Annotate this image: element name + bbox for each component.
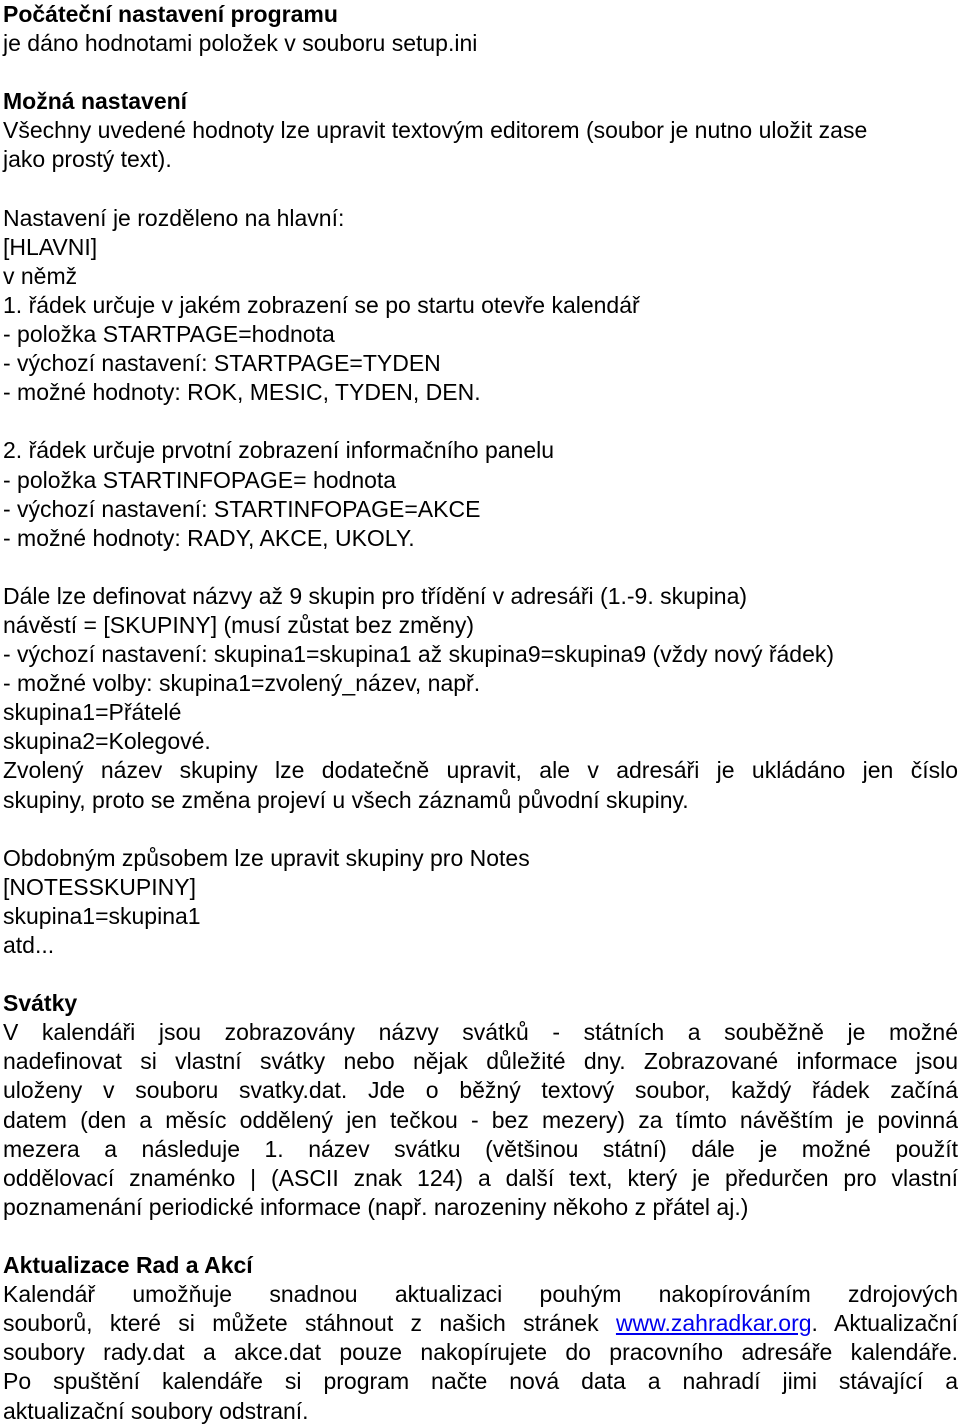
update-line: Po spuštění kalendáře si program načte nová data a nahradí jimi stávající a [3, 1368, 958, 1395]
spacer [3, 960, 958, 989]
update-line-text: . Aktualizační [811, 1310, 958, 1337]
notes-line: skupina1=skupina1 [3, 902, 201, 929]
update-heading: Aktualizace Rad a Akcí [3, 1252, 253, 1279]
holidays-line: mezera a následuje 1. název svátku (většinou státní) dále je možné použít [3, 1135, 958, 1162]
groups-line: - možné volby: skupina1=zvolený_název, např. [3, 670, 481, 697]
groups-line: Dále lze definovat názvy až 9 skupin pro třídění v adresáři (1.-9. skupina) [3, 582, 748, 609]
notes-line: Obdobným způsobem lze upravit skupiny pro Notes [3, 844, 530, 871]
possible-heading: Možná nastavení [3, 88, 188, 115]
holidays-line: oddělovací znaménko | (ASCII znak 124) a další text, který je předurčen pro vlastní [3, 1164, 958, 1191]
holidays-line: uloženy v souboru svatky.dat. Jde o běžný textový soubor, každý řádek začíná [3, 1077, 958, 1104]
row2-values: - možné hodnoty: RADY, AKCE, UKOLY. [3, 524, 415, 551]
update-line: Kalendář umožňuje snadnou aktualizaci pouhým nakopírováním zdrojových [3, 1281, 958, 1308]
update-line-text: souborů, které si můžete stáhnout z našich stránek [3, 1310, 616, 1337]
row1-default: - výchozí nastavení: STARTPAGE=TYDEN [3, 350, 441, 377]
spacer [3, 1222, 958, 1251]
holidays-line: poznamenání periodické informace (např. narozeniny někoho z přátel aj.) [3, 1193, 749, 1220]
update-line: aktualizační soubory odstraní. [3, 1397, 309, 1424]
holidays-line: V kalendáři jsou zobrazovány názvy svátků - státních a souběžně je možné [3, 1019, 958, 1046]
spacer [3, 553, 958, 582]
groups-line: skupiny, proto se změna projeví u všech záznamů původní skupiny. [3, 786, 689, 813]
row1-item: - položka STARTPAGE=hodnota [3, 321, 335, 348]
main-line: Nastavení je rozděleno na hlavní: [3, 204, 345, 231]
spacer [3, 175, 958, 204]
spacer [3, 407, 958, 436]
spacer [3, 815, 958, 844]
holidays-line: datem (den a měsíc oddělený jen tečkou - bez mezery) za tímto návěštím je povinná [3, 1106, 958, 1133]
update-line: soubory rady.dat a akce.dat pouze nakopírujete do pracovního adresáře kalendáře. [3, 1339, 958, 1366]
groups-line: Zvolený název skupiny lze dodatečně upravit, ale v adresáři je ukládáno jen číslo [3, 757, 958, 784]
spacer [3, 58, 958, 87]
notes-section-label: [NOTESSKUPINY] [3, 873, 196, 900]
groups-line: návěstí = [SKUPINY] (musí zůstat bez změny) [3, 611, 475, 638]
intro-text: je dáno hodnotami položek v souboru setup.ini [3, 30, 478, 57]
intro-heading: Počáteční nastavení programu [3, 1, 338, 27]
row2-default: - výchozí nastavení: STARTINFOPAGE=AKCE [3, 495, 481, 522]
main-section-label: [HLAVNI] [3, 233, 98, 260]
document-page [3, 0, 958, 1426]
groups-line: skupina2=Kolegové. [3, 728, 211, 755]
holidays-heading: Svátky [3, 990, 78, 1017]
row1-title: 1. řádek určuje v jakém zobrazení se po startu otevře kalendář [3, 291, 640, 318]
row1-values: - možné hodnoty: ROK, MESIC, TYDEN, DEN. [3, 379, 481, 406]
website-link[interactable]: www.zahradkar.org [615, 1310, 812, 1337]
groups-line: skupina1=Přátelé [3, 699, 182, 726]
possible-line: jako prostý text). [3, 146, 172, 173]
update-line-with-link [3, 1309, 958, 1338]
notes-line: atd... [3, 932, 55, 958]
groups-line: - výchozí nastavení: skupina1=skupina1 až skupina9=skupina9 (vždy nový řádek) [3, 641, 835, 668]
row2-item: - položka STARTINFOPAGE= hodnota [3, 466, 397, 493]
holidays-line: nadefinovat si vlastní svátky nebo nějak důležité dny. Zobrazované informace jsou [3, 1048, 958, 1075]
possible-line: Všechny uvedené hodnoty lze upravit textovým editorem (soubor je nutno uložit zase [3, 117, 868, 144]
main-line: v němž [3, 262, 78, 289]
row2-title: 2. řádek určuje prvotní zobrazení informačního panelu [3, 437, 555, 464]
